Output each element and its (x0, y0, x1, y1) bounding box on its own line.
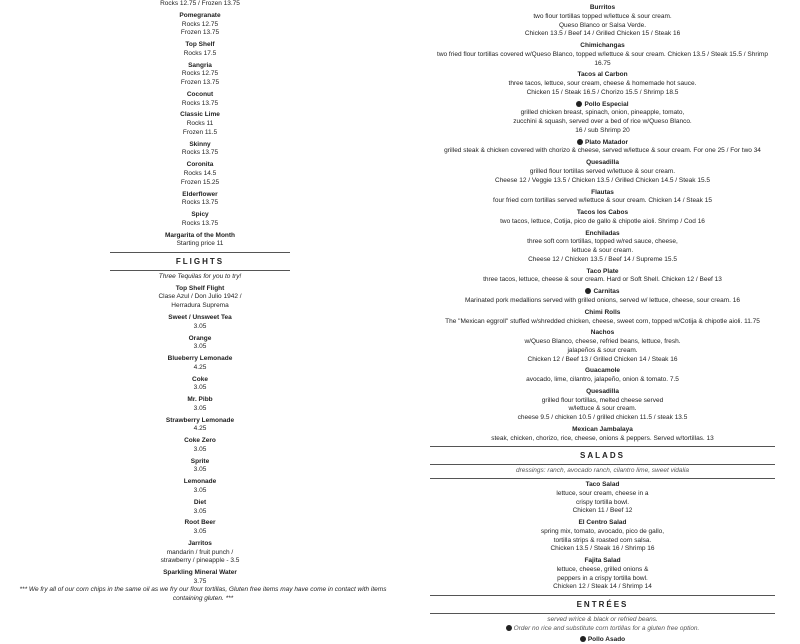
margarita-item (110, 41, 290, 59)
entrees-title: ENTRÉES (576, 600, 629, 610)
item-name: Guacamole (584, 367, 621, 375)
item-name: Chimi Rolls (584, 308, 621, 316)
item-name: Tacos al Carbon (577, 71, 628, 79)
item-description: lettuce & sour cream. (571, 247, 634, 255)
item-description: jalapeños & sour cream. (567, 346, 638, 354)
item-name: Orange (188, 334, 212, 342)
item-name: Fajita Salad (584, 557, 621, 565)
item-name: Strawberry Lemonade (165, 416, 235, 424)
soft-drink-item (110, 335, 290, 353)
item-description: Queso Blanco or Salsa Verde. (558, 21, 647, 29)
gluten-free-icon (580, 636, 586, 642)
margarita-item (110, 211, 290, 229)
item-description: peppers in a crispy tortilla bowl. (557, 574, 648, 582)
soft-drink-item (110, 376, 290, 394)
item-name: Elderflower (182, 190, 218, 198)
menu-item (430, 230, 775, 265)
divider (430, 613, 775, 614)
menu-item (430, 426, 775, 444)
menu-item (430, 329, 775, 364)
item-description: Chicken 13.5 / Steak 16 / Shrimp 16 (550, 545, 655, 553)
item-name: Plato Matador (430, 139, 775, 148)
item-name: El Centro Salad (578, 519, 627, 527)
item-name: Root Beer (184, 519, 216, 527)
divider (430, 446, 775, 447)
item-price: 4.25 (193, 425, 207, 433)
dressings-note: dressings: ranch, avocado ranch, cilantro lime, sweet vidalia (515, 467, 690, 475)
margarita-item (110, 12, 290, 38)
item-name: Taco Plate (586, 267, 619, 275)
menu-item (430, 209, 775, 227)
salad-item (430, 519, 775, 554)
item-description: Frozen 11.5 (182, 128, 218, 136)
gluten-footnote: *** We fry all of our corn chips in the same oil as we fry our flour tortillas, Gluten free items may have come in contact with items containing gluten. *** (19, 586, 387, 602)
item-description: The "Mexican eggroll" stuffed w/shredded chicken, cheese, sweet corn, topped w/Cotija & chipotle aioli. 11.75 (445, 317, 760, 325)
menu-item (430, 288, 775, 306)
item-description: three soft corn tortillas, topped w/red sauce, cheese, (527, 238, 678, 246)
item-name: Coke (192, 375, 208, 383)
item-name: Mr. Pibb (187, 396, 213, 404)
motm-price: Starting price 11 (176, 240, 224, 248)
item-name: Quesadilla (586, 159, 619, 167)
gluten-free-icon (585, 288, 591, 294)
item-name: Nachos (590, 329, 615, 337)
gluten-free-icon (577, 139, 583, 145)
soft-drink-item (110, 478, 290, 496)
item-description: two flour tortillas topped w/lettuce & sour cream. (533, 12, 672, 20)
salads-list (430, 481, 775, 592)
soft-drink-item (110, 499, 290, 517)
item-name: Lemonade (183, 478, 217, 486)
divider (110, 252, 290, 253)
item-description: lettuce, sour cream, cheese in a (556, 489, 649, 497)
item-description: Chicken 12 / Steak 14 / Shrimp 14 (553, 583, 652, 591)
item-description: w/lettuce & sour cream. (568, 405, 637, 413)
item-description: three tacos, lettuce, cheese & sour cream. Hard or Soft Shell. Chicken 12 / Beef 13 (483, 276, 722, 284)
item-description: w/Queso Blanco, cheese, refried beans, lettuce, fresh. (524, 338, 681, 346)
item-description: Frozen 15.25 (180, 178, 220, 186)
item-price: 3.05 (193, 487, 207, 495)
item-name: Coke Zero (184, 437, 216, 445)
item-description: four fried corn tortillas served w/lettuce & sour cream. Chicken 14 / Steak 15 (493, 197, 712, 205)
item-name: Enchiladas (585, 229, 620, 237)
salads-title: SALADS (580, 451, 625, 461)
item-name: Blueberry Lemonade (167, 355, 233, 363)
item-name: Pomegranate (179, 11, 221, 19)
gluten-free-icon (576, 101, 582, 107)
item-description: Rocks 11 (186, 120, 214, 128)
item-description: cheese 9.5 / chicken 10.5 / grilled chicken 11.5 / steak 13.5 (517, 414, 688, 422)
item-name: Mexican Jambalaya (572, 425, 633, 433)
item-name: Classic Lime (180, 111, 220, 119)
menu-item (430, 268, 775, 286)
soft-drink-item (110, 355, 290, 373)
entrees-note: served w/rice & black or refried beans. (547, 616, 658, 623)
item-name: Skinny (189, 140, 211, 148)
item-name: Diet (193, 498, 207, 506)
soft-drink-item (110, 314, 290, 332)
item-price: 3.05 (193, 322, 207, 330)
soft-drink-item (110, 417, 290, 435)
item-description: spring mix, tomato, avocado, pico de gallo, (540, 527, 665, 535)
menu-item (430, 42, 775, 68)
item-description: grilled chicken breast, spinach, onion, pineapple, tomato, (520, 109, 685, 117)
item-price: 3.05 (193, 343, 207, 351)
item-description: crispy tortilla bowl. (575, 498, 630, 506)
menu-item (430, 367, 775, 385)
item-description: Rocks 13.75 (181, 99, 219, 107)
mineral-water: Sparkling Mineral Water 3.75 (163, 569, 237, 585)
item-description: Chicken 12 / Beef 13 / Grilled Chicken 14 / Steak 16 (527, 355, 678, 363)
menu-item (430, 159, 775, 185)
soft-drink-list (110, 314, 290, 537)
item-description: zucchini & squash, served over a bed of rice w/Queso Blanco. (513, 118, 692, 126)
soft-drink-item (110, 396, 290, 414)
menu-item (430, 101, 775, 136)
item-description: Rocks 14.5 (183, 170, 217, 178)
menu-item (430, 4, 775, 39)
item-description: two tacos, lettuce, Cotija, pico de gallo & chipotle aioli. Shrimp / Cod 16 (500, 217, 705, 225)
item-description: Rocks 13.75 (181, 199, 219, 207)
item-name: Burritos (589, 4, 616, 11)
divider (430, 464, 775, 465)
soft-drink-item (110, 437, 290, 455)
top-shelf-flight: Top Shelf Flight Clase Azul / Don Julio 1942 / Herradura Suprema (158, 284, 242, 310)
item-description: grilled steak & chicken covered with chorizo & cheese, served w/lettuce & sour cream. For one 25 / For two 34 (444, 147, 761, 155)
item-description: Chicken 13.5 / Beef 14 / Grilled Chicken 15 / Steak 16 (524, 30, 681, 38)
mains-list (430, 4, 775, 443)
menu-item (430, 309, 775, 327)
item-name: Tacos los Cabos (576, 209, 629, 217)
item-name: Coconut (186, 90, 214, 98)
flights-title: FLIGHTS (175, 257, 225, 267)
item-description: Frozen 13.75 (180, 79, 220, 87)
menu-item (430, 71, 775, 97)
item-description: Rocks 13.75 (181, 219, 219, 227)
item-name: Sprite (190, 457, 210, 465)
item-price: 3.05 (193, 384, 207, 392)
food-column (430, 4, 775, 644)
item-name: Top Shelf (185, 41, 215, 49)
soft-drink-item (110, 519, 290, 537)
divider (430, 595, 775, 596)
menu-item (430, 139, 775, 157)
soft-drink-item (110, 458, 290, 476)
item-name: Taco Salad (585, 481, 620, 489)
item-price: 3.05 (193, 445, 207, 453)
margarita-item (110, 62, 290, 88)
gluten-free-icon (506, 625, 512, 631)
item-name: Chimichangas (580, 42, 625, 50)
item-name: Sweet / Unsweet Tea (168, 314, 232, 321)
drinks-column (110, 0, 290, 590)
jarritos: Jarritos mandarin / fruit punch / strawberry / pineapple - 3.5 (160, 539, 240, 565)
item-description: Cheese 12 / Veggie 13.5 / Chicken 13.5 / Grilled Chicken 14.5 / Steak 15.5 (495, 176, 710, 184)
item-price: 3.05 (193, 466, 207, 474)
item-name: Carnitas (430, 288, 775, 297)
item-price: 3.05 (193, 528, 207, 536)
item-description: Chicken 15 / Steak 16.5 / Chorizo 15.5 / Shrimp 18.5 (526, 88, 679, 96)
margarita-item (110, 191, 290, 209)
menu-item (430, 388, 775, 423)
cut-off-line: Rocks 12.75 / Frozen 13.75 (160, 0, 240, 7)
margarita-item (110, 161, 290, 187)
divider (430, 478, 775, 479)
item-description: Rocks 12.75 (181, 20, 219, 28)
flights-tagline: Three Tequilas for you to try! (158, 272, 242, 280)
item-description: Cheese 12 / Chicken 13.5 / Beef 14 / Supreme 15.5 (528, 255, 677, 263)
item-description: 16 / sub Shrimp 20 (575, 126, 630, 134)
margarita-of-month (110, 232, 290, 250)
item-description: grilled flour tortillas, melted cheese served (541, 396, 664, 404)
item-name: Quesadilla (586, 387, 619, 395)
item-name: Flautas (591, 188, 614, 196)
item-description: Rocks 13.75 (181, 149, 219, 157)
divider (110, 270, 290, 271)
item-description: two fried flour tortillas covered w/Queso Blanco, topped w/lettuce & sour cream. Chicken 13.5 / Steak 15.5 / Shrimp 16.75 (437, 50, 768, 67)
margarita-item (110, 91, 290, 109)
motm-name: Margarita of the Month (164, 231, 236, 239)
item-name: Spicy (191, 211, 209, 219)
margarita-list (110, 12, 290, 229)
item-description: Chicken 11 / Beef 12 (572, 507, 633, 515)
item-description: tortilla strips & roasted corn salsa. (553, 536, 652, 544)
item-description: three tacos, lettuce, sour cream, cheese & homemade hot sauce. (508, 80, 697, 88)
salad-item (430, 481, 775, 516)
item-name: Pollo Especial (430, 101, 775, 110)
item-description: Rocks 12.75 (181, 70, 219, 78)
margarita-item (110, 111, 290, 137)
menu-item (430, 189, 775, 207)
pollo-asado-item: Pollo Asado (430, 636, 775, 644)
item-name: Coronita (186, 161, 214, 169)
item-description: avocado, lime, cilantro, jalapeño, onion & tomato. 7.5 (526, 376, 679, 384)
item-description: Rocks 17.5 (183, 49, 217, 57)
margarita-item (110, 141, 290, 159)
item-description: Frozen 13.75 (180, 29, 220, 37)
item-name: Sangria (188, 61, 212, 69)
item-price: 3.05 (193, 404, 207, 412)
item-description: Marinated pork medallions served with grilled onions, served w/ lettuce, cheese, sour cream. 16 (465, 296, 740, 304)
item-description: grilled flour tortillas served w/lettuce & sour cream. (529, 168, 676, 176)
item-description: lettuce, cheese, grilled onions & (556, 565, 649, 573)
salad-item (430, 557, 775, 592)
item-price: 4.25 (193, 363, 207, 371)
item-price: 3.05 (193, 507, 207, 515)
gluten-free-note: Order no rice and substitute corn tortillas for a gluten free option. (430, 625, 775, 634)
item-description: steak, chicken, chorizo, rice, cheese, onions & peppers. Served w/tortillas. 13 (491, 434, 714, 442)
